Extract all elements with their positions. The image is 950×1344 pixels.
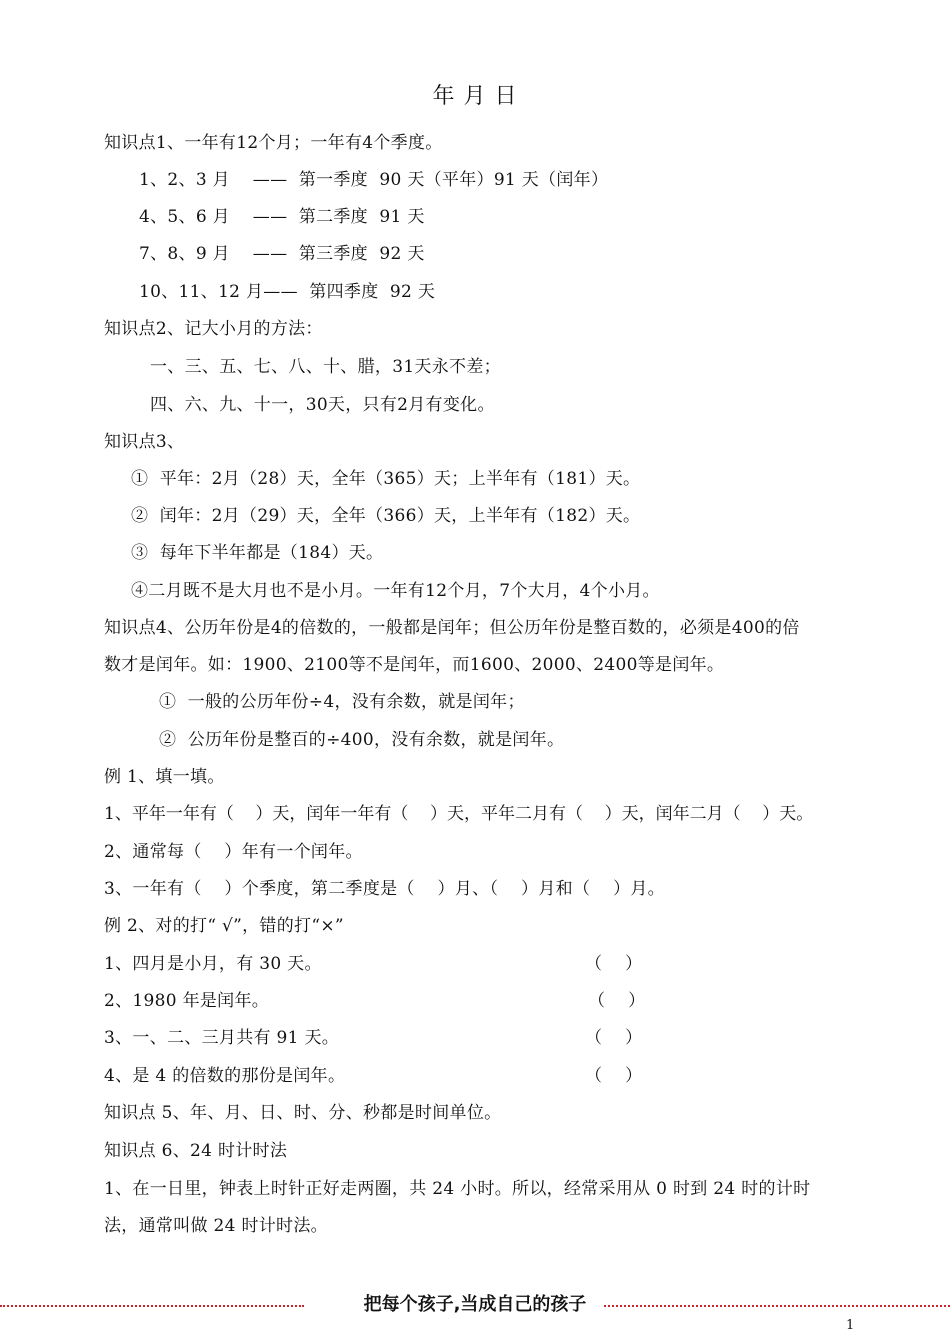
example-2-q4: 4、是 4 的倍数的那份是闰年。 bbox=[104, 1066, 346, 1086]
knowledge-point-3: 知识点3、 bbox=[104, 432, 185, 452]
common-year-item: ① 平年：2月（28）天，全年（365）天；上半年有（181）天。 bbox=[131, 469, 641, 489]
season-q4: 10、11、12 月—— 第四季度 92 天 bbox=[139, 282, 436, 302]
february-item: ④二月既不是大月也不是小月。一年有12个月，7个大月，4个小月。 bbox=[131, 581, 660, 601]
page-title: 年 月 日 bbox=[432, 84, 518, 109]
footer-motto bbox=[0, 1294, 950, 1316]
answer-bracket: （ ） bbox=[585, 954, 643, 974]
knowledge-point-4-cont: 数才是闰年。如：1900、2100等不是闰年，而1600、2000、2400等是闰年。 bbox=[104, 655, 725, 675]
clock-explanation: 1、在一日里，钟表上时针正好走两圈，共 24 小时。所以，经常采用从 0 时到 24 时的计时 bbox=[104, 1179, 811, 1199]
example-2-q2: 2、1980 年是闰年。 bbox=[104, 991, 270, 1011]
clock-explanation-cont: 法，通常叫做 24 时计时法。 bbox=[104, 1216, 328, 1236]
leap-rule-2: ② 公历年份是整百的÷400，没有余数，就是闰年。 bbox=[159, 730, 565, 750]
knowledge-point-1: 知识点1、一年有12个月；一年有4个季度。 bbox=[104, 133, 443, 153]
knowledge-point-5: 知识点 5、年、月、日、时、分、秒都是时间单位。 bbox=[104, 1103, 502, 1123]
big-month-rhyme: 一、三、五、七、八、十、腊，31天永不差； bbox=[150, 357, 501, 377]
footer-motto-text: 把每个孩子,当成自己的孩子 bbox=[358, 1294, 593, 1315]
answer-bracket: （ ） bbox=[585, 1066, 643, 1086]
knowledge-point-6: 知识点 6、24 时计时法 bbox=[104, 1141, 288, 1161]
answer-bracket: （ ） bbox=[588, 991, 646, 1011]
leap-year-item: ② 闰年：2月（29）天，全年（366）天，上半年有（182）天。 bbox=[131, 506, 641, 526]
second-half-item: ③ 每年下半年都是（184）天。 bbox=[131, 543, 384, 563]
example-2-q3: 3、一、二、三月共有 91 天。 bbox=[104, 1028, 340, 1048]
season-q2: 4、5、6 月 —— 第二季度 91 天 bbox=[139, 207, 425, 227]
leap-rule-1: ① 一般的公历年份÷4，没有余数，就是闰年； bbox=[159, 692, 525, 712]
knowledge-point-2: 知识点2、记大小月的方法： bbox=[104, 319, 323, 339]
example-1-heading: 例 1、填一填。 bbox=[104, 767, 225, 787]
example-2-heading: 例 2、对的打“ √”，错的打“×” bbox=[104, 916, 344, 936]
answer-bracket: （ ） bbox=[585, 1028, 643, 1048]
example-1-q2: 2、通常每（ ）年有一个闰年。 bbox=[104, 842, 363, 862]
season-q1: 1、2、3 月 —— 第一季度 90 天（平年）91 天（闰年） bbox=[139, 170, 609, 190]
small-month-rhyme: 四、六、九、十一，30天，只有2月有变化。 bbox=[150, 395, 495, 415]
knowledge-point-4: 知识点4、公历年份是4的倍数的，一般都是闰年；但公历年份是整百数的，必须是400的倍 bbox=[104, 618, 800, 638]
example-1-q1: 1、平年一年有（ ）天，闰年一年有（ ）天，平年二月有（ ）天，闰年二月（ ）天。 bbox=[104, 804, 814, 824]
page-number: 1 bbox=[846, 1318, 855, 1333]
example-2-q1: 1、四月是小月，有 30 天。 bbox=[104, 954, 322, 974]
season-q3: 7、8、9 月 —— 第三季度 92 天 bbox=[139, 244, 425, 264]
example-1-q3: 3、一年有（ ）个季度，第二季度是（ ）月、（ ）月和（ ）月。 bbox=[104, 879, 665, 899]
